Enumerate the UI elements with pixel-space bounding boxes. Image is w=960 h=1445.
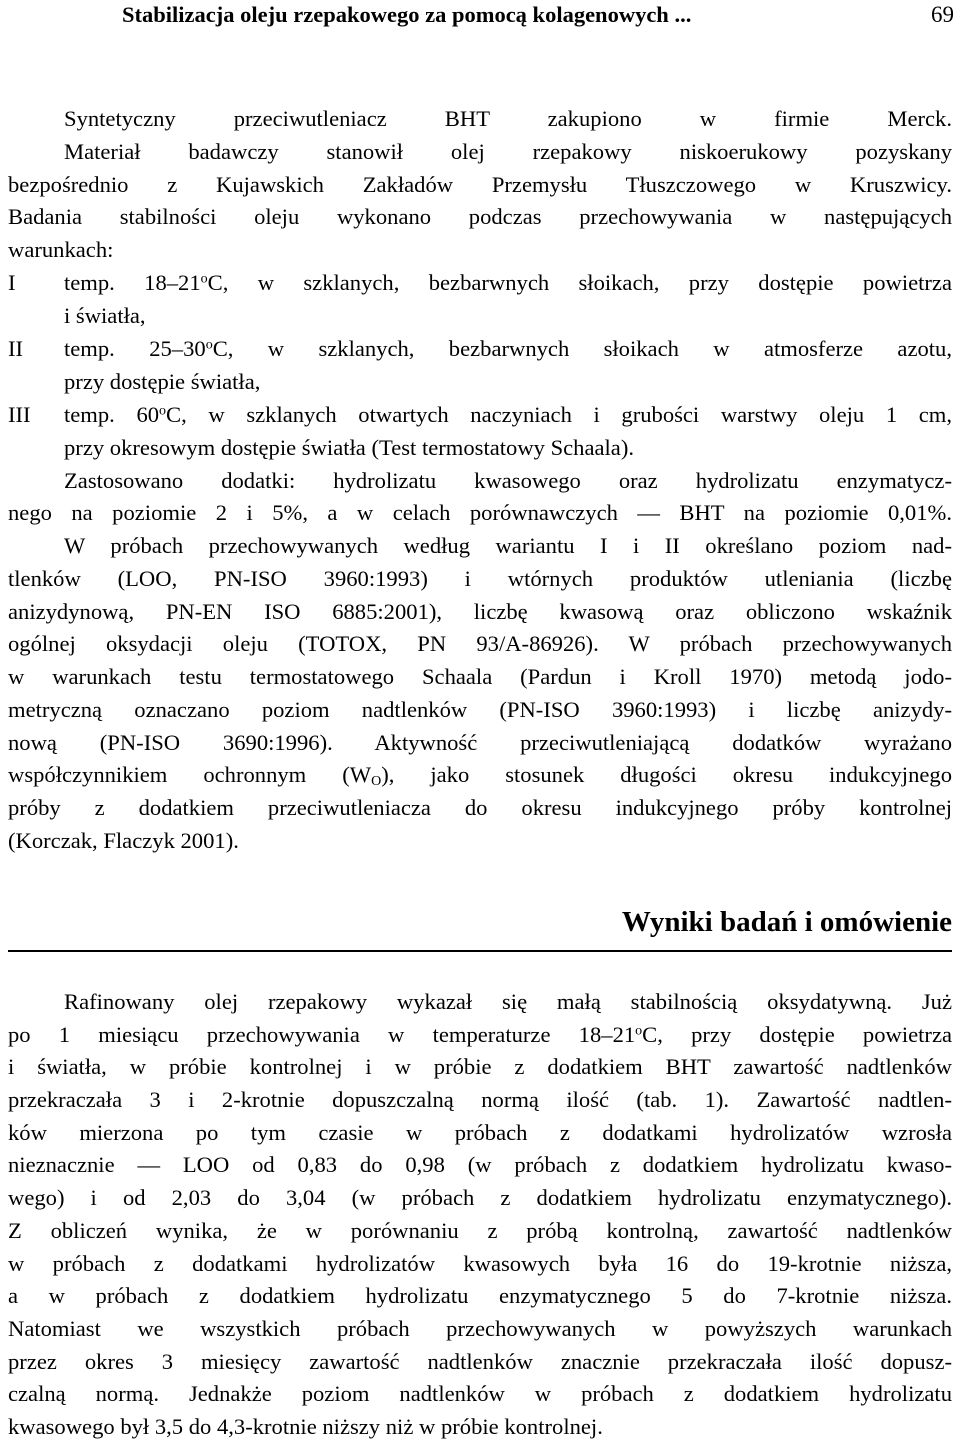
analysis-line: w warunkach testu termostatowego Schaala (Pardun i Kroll 1970) metodą jodo- [8, 664, 952, 689]
condition-numeral: I [8, 270, 16, 295]
results-line: przekraczała 3 i 2-krotnie dopuszczalną normą ilość (tab. 1). Zawartość nadtlen- [8, 1087, 952, 1112]
page-number: 69 [931, 2, 954, 27]
results-line: czalną normą. Jednakże poziom nadtlenków w próbach z dodatkiem hydrolizatu [8, 1381, 952, 1406]
methods-line: warunkach: [8, 237, 114, 262]
analysis-line: anizydynową, PN-EN ISO 6885:2001), liczbę kwasową oraz obliczono wskaźnik [8, 599, 952, 624]
results-line: po 1 miesiącu przechowywania w temperaturze 18–21$^o$C, przy dostępie powietrza [8, 1022, 952, 1047]
results-line: przez okres 3 miesięcy zawartość nadtlenków znacznie przekraczała ilość dopusz- [8, 1349, 952, 1374]
results-line: i światła, w próbie kontrolnej i w próbie z dodatkiem BHT zawartość nadtlenków [8, 1054, 952, 1079]
results-line: wego) i od 2,03 do 3,04 (w próbach z dodatkiem hydrolizatu enzymatycznego). [8, 1185, 952, 1210]
condition-line: temp. 25–30$^o$C, w szklanych, bezbarwnych słoikach w atmosferze azotu, [64, 336, 952, 361]
results-line: ków mierzona po tym czasie w próbach z dodatkami hydrolizatów wzrosła [8, 1120, 952, 1145]
analysis-line: ogólnej oksydacji oleju (TOTOX, PN 93/A-86926). W próbach przechowywanych [8, 631, 952, 656]
results-line: w próbach z dodatkami hydrolizatów kwasowych była 16 do 19-krotnie niższa, [8, 1251, 952, 1276]
methods-line: Syntetyczny przeciwutleniacz BHT zakupiono w firmie Merck. [64, 106, 952, 131]
results-line: Z obliczeń wynika, że w porównaniu z próbą kontrolną, zawartość nadtlenków [8, 1218, 952, 1243]
results-line: Rafinowany olej rzepakowy wykazał się małą stabilnością oksydatywną. Już [64, 989, 952, 1014]
analysis-line: metryczną oznaczano poziom nadtlenków (PN-ISO 3960:1993) i liczbę anizydy- [8, 697, 952, 722]
condition-continuation: przy dostępie światła, [64, 369, 261, 394]
condition-line: temp. 18–21$^o$C, w szklanych, bezbarwnych słoikach, przy dostępie powietrza [64, 270, 952, 295]
running-title: Stabilizacja oleju rzepakowego za pomocą kolagenowych ... [122, 2, 692, 27]
condition-numeral: III [8, 402, 31, 427]
running-header [122, 0, 954, 32]
results-line: a w próbach z dodatkiem hydrolizatu enzymatycznego 5 do 7-krotnie niższa. [8, 1283, 952, 1308]
section-heading: Wyniki badań i omówienie [621, 906, 952, 938]
analysis-line: tlenków (LOO, PN-ISO 3960:1993) i wtórnych produktów utleniania (liczbę [8, 566, 952, 591]
heading-rule [8, 950, 952, 952]
methods-line: Materiał badawczy stanowił olej rzepakowy niskoerukowy pozyskany [64, 139, 952, 164]
results-line: nieznacznie — LOO od 0,83 do 0,98 (w próbach z dodatkiem hydrolizatu kwaso- [8, 1152, 952, 1177]
analysis-line: współczynnikiem ochronnym $(W_O)$, jako stosunek długości okresu indukcyjnego [8, 762, 952, 789]
analysis-line: (Korczak, Flaczyk 2001). [8, 828, 239, 853]
condition-continuation: i światła, [64, 303, 146, 328]
additives-line: nego na poziomie 2 i 5%, a w celach porównawczych — BHT na poziomie 0,01%. [8, 500, 952, 525]
results-line: Natomiast we wszystkich próbach przechowywanych w powyższych warunkach [8, 1316, 952, 1341]
analysis-line: W próbach przechowywanych według wariantu I i II określano poziom nad- [64, 533, 952, 558]
methods-line: bezpośrednio z Kujawskich Zakładów Przemysłu Tłuszczowego w Kruszwicy. [8, 172, 952, 197]
analysis-line: nową (PN-ISO 3690:1996). Aktywność przeciwutleniającą dodatków wyrażano [8, 730, 952, 755]
analysis-line: próby z dodatkiem przeciwutleniacza do okresu indukcyjnego próby kontrolnej [8, 795, 952, 820]
results-line: kwasowego był 3,5 do 4,3-krotnie niższy niż w próbie kontrolnej. [8, 1414, 603, 1439]
condition-continuation: przy okresowym dostępie światła (Test termostatowy Schaala). [64, 435, 635, 460]
condition-line: temp. 60$^o$C, w szklanych otwartych naczyniach i grubości warstwy oleju 1 cm, [64, 402, 952, 427]
condition-numeral: II [8, 336, 24, 361]
methods-line: Badania stabilności oleju wykonano podczas przechowywania w następujących [8, 204, 952, 229]
additives-line: Zastosowano dodatki: hydrolizatu kwasowego oraz hydrolizatu enzymatycz- [64, 468, 952, 493]
